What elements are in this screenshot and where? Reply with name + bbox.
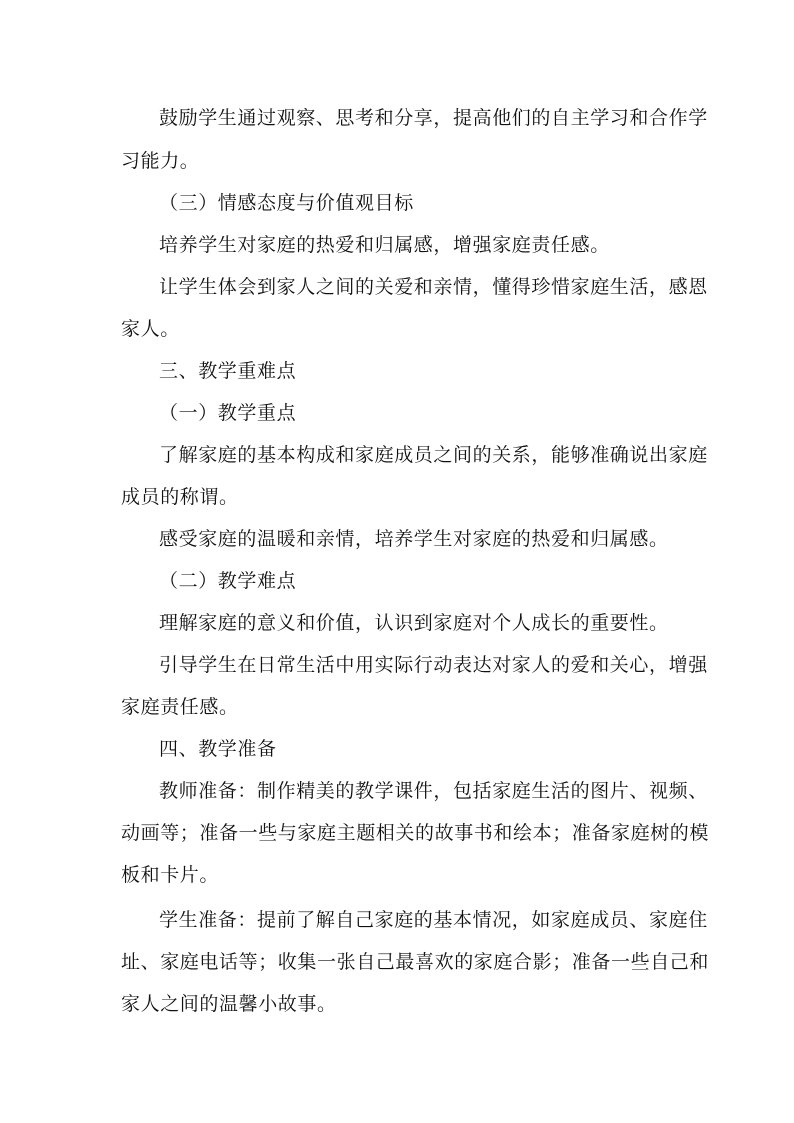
- paragraph-line: 家人之间的温馨小故事。: [121, 993, 337, 1015]
- paragraph-line: 感受家庭的温暖和亲情，培养学生对家庭的热爱和归属感。: [159, 528, 669, 550]
- paragraph-line: 理解家庭的意义和价值，认识到家庭对个人成长的重要性。: [159, 612, 669, 634]
- paragraph-line: 成员的称谓。: [121, 486, 239, 508]
- section-heading: 四、教学准备: [159, 738, 277, 760]
- paragraph-line: 动画等；准备一些与家庭主题相关的故事书和绘本；准备家庭树的模: [121, 822, 710, 844]
- paragraph-line: 家庭责任感。: [121, 696, 239, 718]
- paragraph-line: 教师准备：制作精美的教学课件，包括家庭生活的图片、视频、: [159, 780, 708, 802]
- paragraph-line: 了解家庭的基本构成和家庭成员之间的关系，能够准确说出家庭: [159, 444, 708, 466]
- subsection-heading: （三）情感态度与价值观目标: [159, 192, 414, 214]
- paragraph-line: 学生准备：提前了解自己家庭的基本情况，如家庭成员、家庭住: [159, 909, 708, 931]
- paragraph-line: 家人。: [121, 318, 180, 340]
- paragraph-line: 板和卡片。: [121, 864, 220, 886]
- paragraph-line: 鼓励学生通过观察、思考和分享，提高他们的自主学习和合作学: [159, 107, 708, 129]
- paragraph-line: 址、家庭电话等；收集一张自己最喜欢的家庭合影；准备一些自己和: [121, 951, 710, 973]
- paragraph-line: 让学生体会到家人之间的关爱和亲情，懂得珍惜家庭生活，感恩: [159, 276, 708, 298]
- paragraph-line: 培养学生对家庭的热爱和归属感，增强家庭责任感。: [159, 234, 610, 256]
- subsection-heading: （一）教学重点: [159, 402, 297, 424]
- subsection-heading: （二）教学难点: [159, 570, 297, 592]
- section-heading: 三、教学重难点: [159, 360, 297, 382]
- paragraph-line: 习能力。: [121, 150, 200, 172]
- paragraph-line: 引导学生在日常生活中用实际行动表达对家人的爱和关心，增强: [159, 654, 708, 676]
